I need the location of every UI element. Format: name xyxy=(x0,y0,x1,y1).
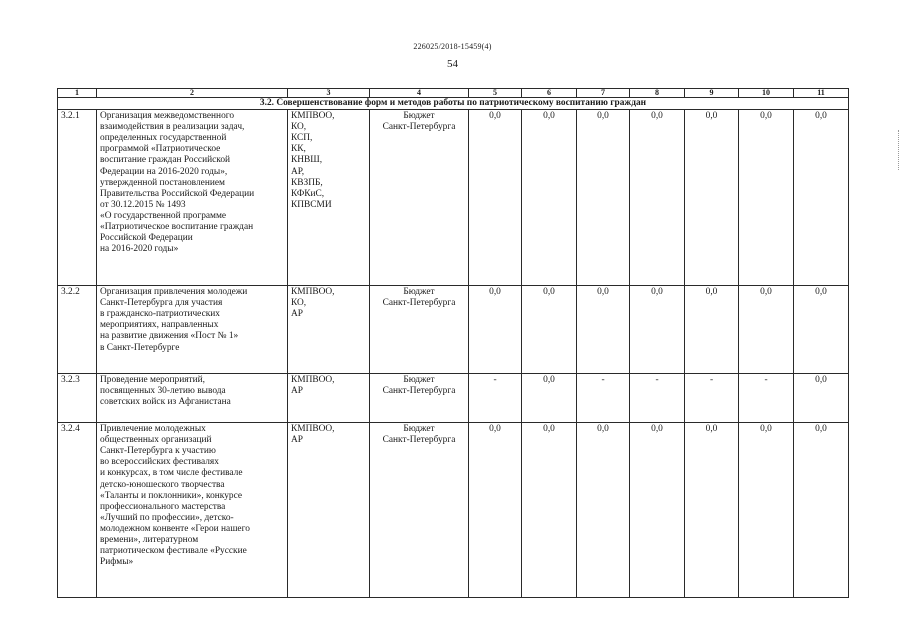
col-number-10: 10 xyxy=(739,89,794,98)
row-value: - xyxy=(685,374,739,423)
row-value: 0,0 xyxy=(630,286,685,374)
col-number-6: 6 xyxy=(522,89,577,98)
row-number: 3.2.3 xyxy=(58,374,97,423)
row-description: Организация привлечения молодежи Санкт-Петербурга для участия в гражданско-патриотических мероприятиях, направленных на развитие движения «Пост № 1» в Санкт-Петербурге xyxy=(97,286,288,374)
row-value: 0,0 xyxy=(685,110,739,286)
col-number-9: 9 xyxy=(685,89,739,98)
row-value: - xyxy=(739,374,794,423)
row-executors: КМПВОО, КО, КСП, КК, КНВШ, АР, КВЗПБ, КФКиС, КПВСМИ xyxy=(288,110,370,286)
row-value: - xyxy=(469,374,522,423)
row-value: 0,0 xyxy=(739,110,794,286)
column-number-row xyxy=(58,89,849,98)
row-description: Привлечение молодежных общественных организаций Санкт-Петербурга к участию во всероссийских фестивалях и конкурсах, в том числе фестивале детско-юношеского творчества «Таланты и поклонники», конкурсе профессионального мастерства «Лучший по профессии», детско- молодежном конвенте «Герои нашего времени», литературном патриотическом фестивале «Русские Рифмы» xyxy=(97,423,288,598)
document-number: 226025/2018-15459(4) xyxy=(413,42,492,51)
row-executors: КМПВОО, КО, АР xyxy=(288,286,370,374)
row-value: 0,0 xyxy=(577,110,630,286)
section-title: 3.2. Совершенствование форм и методов работы по патриотическому воспитанию граждан xyxy=(58,98,849,110)
col-number-1: 1 xyxy=(58,89,97,98)
row-value: 0,0 xyxy=(794,286,849,374)
row-number: 3.2.2 xyxy=(58,286,97,374)
row-value: 0,0 xyxy=(739,423,794,598)
row-description: Организация межведомственного взаимодействия в реализации задач, определенных государственной программой «Патриотическое воспитание граждан Российской Федерации на 2016-2020 годы», утвержденной постановлением Правительства Российской Федерации от 30.12.2015 № 1493 «О государственной программе «Патриотическое воспитание граждан Российской Федерации на 2016-2020 годы» xyxy=(97,110,288,286)
table-row xyxy=(58,286,849,374)
row-value: 0,0 xyxy=(794,110,849,286)
table-row xyxy=(58,110,849,286)
row-description: Проведение мероприятий, посвященных 30-летию вывода советских войск из Афганистана xyxy=(97,374,288,423)
row-value: 0,0 xyxy=(522,423,577,598)
row-value: 0,0 xyxy=(685,286,739,374)
row-funding-source: Бюджет Санкт-Петербурга xyxy=(370,286,469,374)
row-value: 0,0 xyxy=(794,423,849,598)
row-value: 0,0 xyxy=(469,286,522,374)
row-executors: КМПВОО, АР xyxy=(288,423,370,598)
row-value: 0,0 xyxy=(577,423,630,598)
row-funding-source: Бюджет Санкт-Петербурга xyxy=(370,110,469,286)
row-value: 0,0 xyxy=(522,286,577,374)
section-row xyxy=(58,98,849,110)
row-value: 0,0 xyxy=(577,286,630,374)
row-value: 0,0 xyxy=(739,286,794,374)
col-number-3: 3 xyxy=(288,89,370,98)
col-number-2: 2 xyxy=(97,89,288,98)
row-value: 0,0 xyxy=(794,374,849,423)
row-value: 0,0 xyxy=(469,423,522,598)
margin-marks xyxy=(898,130,902,170)
row-value: 0,0 xyxy=(685,423,739,598)
table-row xyxy=(58,423,849,598)
row-number: 3.2.1 xyxy=(58,110,97,286)
row-funding-source: Бюджет Санкт-Петербурга xyxy=(370,423,469,598)
program-table xyxy=(57,88,849,598)
page-number: 54 xyxy=(447,58,458,70)
row-value: 0,0 xyxy=(630,423,685,598)
col-number-11: 11 xyxy=(794,89,849,98)
row-value: - xyxy=(577,374,630,423)
row-executors: КМПВОО, АР xyxy=(288,374,370,423)
row-value: 0,0 xyxy=(522,110,577,286)
col-number-8: 8 xyxy=(630,89,685,98)
col-number-4: 4 xyxy=(370,89,469,98)
row-number: 3.2.4 xyxy=(58,423,97,598)
col-number-7: 7 xyxy=(577,89,630,98)
row-value: 0,0 xyxy=(522,374,577,423)
row-value: 0,0 xyxy=(630,110,685,286)
col-number-5: 5 xyxy=(469,89,522,98)
row-value: 0,0 xyxy=(469,110,522,286)
row-funding-source: Бюджет Санкт-Петербурга xyxy=(370,374,469,423)
row-value: - xyxy=(630,374,685,423)
table-row xyxy=(58,374,849,423)
